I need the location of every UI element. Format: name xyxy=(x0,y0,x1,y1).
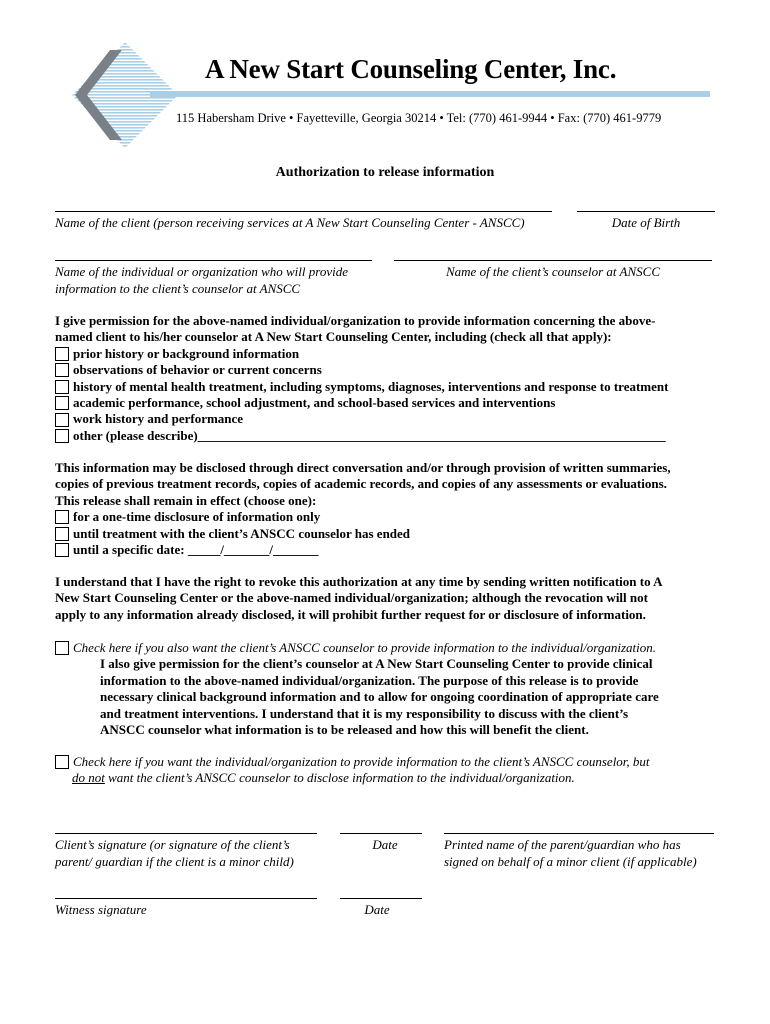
duration-option[interactable]: until treatment with the client’s ANSCC counselor has ended xyxy=(55,526,720,542)
client-signature-label-1: Client’s signature (or signature of the client’s xyxy=(55,837,290,852)
duration-option[interactable]: for a one-time disclosure of information only xyxy=(55,509,720,525)
checkbox[interactable] xyxy=(55,641,69,655)
checkbox[interactable] xyxy=(55,396,69,410)
client-name-label: Name of the client (person receiving services at A New Start Counseling Center - ANSCC) xyxy=(55,215,525,230)
checkbox[interactable] xyxy=(55,510,69,524)
option-b-section xyxy=(55,754,720,787)
permission-item[interactable]: work history and performance xyxy=(55,411,720,427)
provider-label-2: information to the client’s counselor at ANSCC xyxy=(55,281,301,296)
permission-intro-1: I give permission for the above-named individual/organization to provide information concerning the above- xyxy=(55,313,656,328)
checkbox[interactable] xyxy=(55,413,69,427)
option-a-check[interactable]: Check here if you also want the client’s ANSCC counselor to provide information to the individual/organization. xyxy=(55,640,720,656)
dob-label: Date of Birth xyxy=(611,215,681,230)
option-a-section xyxy=(55,640,720,738)
header-rule xyxy=(150,91,710,97)
provider-label-1: Name of the individual or organization who will provide xyxy=(55,264,348,279)
witness-signature-line[interactable] xyxy=(55,898,317,899)
client-signature-line[interactable] xyxy=(55,833,317,834)
org-address: 115 Habersham Drive • Fayetteville, Georgia 30214 • Tel: (770) 461-9944 • Fax: (770) 461-9779 xyxy=(176,111,662,125)
disclosure-line-1: This information may be disclosed through direct conversation and/or through provision of written summaries, xyxy=(55,460,671,475)
client-signature-label-2: parent/ guardian if the client is a minor child) xyxy=(55,854,294,869)
duration-option[interactable]: until a specific date: _____/_______/_______ xyxy=(55,542,720,558)
provider-name-line[interactable] xyxy=(55,260,372,261)
permission-item[interactable]: prior history or background information xyxy=(55,346,720,362)
option-a-line: ANSCC counselor what information is to be released and how this will benefit the client. xyxy=(100,722,589,738)
printed-name-label-1: Printed name of the parent/guardian who has xyxy=(444,837,681,852)
permission-section xyxy=(55,313,720,444)
option-a-line: I also give permission for the client’s counselor at A New Start Counseling Center to provide clinical xyxy=(100,656,653,672)
option-b-check[interactable]: Check here if you want the individual/organization to provide information to the client’s ANSCC counselor, but xyxy=(55,754,720,770)
checkbox[interactable] xyxy=(55,429,69,443)
counselor-label: Name of the client’s counselor at ANSCC xyxy=(445,264,660,279)
counselor-name-line[interactable] xyxy=(394,260,712,261)
checkbox[interactable] xyxy=(55,755,69,769)
checkbox[interactable] xyxy=(55,527,69,541)
witness-signature-label: Witness signature xyxy=(55,902,147,917)
option-a-line: information to the above-named individual/organization. The purpose of this release is to provide xyxy=(100,672,639,688)
option-b-line-2: do not want the client’s ANSCC counselor to disclose information to the individual/organization. xyxy=(72,770,575,786)
date-label-1: Date xyxy=(372,837,398,852)
disclosure-line-2: copies of previous treatment records, copies of academic records, and copies of any assessments or evaluations. xyxy=(55,476,667,492)
disclosure-section xyxy=(55,460,720,558)
permission-item[interactable]: history of mental health treatment, including symptoms, diagnoses, interventions and response to treatment xyxy=(55,379,720,395)
permission-item[interactable]: other (please describe)________________________________________________________________________ xyxy=(55,428,720,444)
checkbox[interactable] xyxy=(55,347,69,361)
permission-item[interactable]: observations of behavior or current concerns xyxy=(55,362,720,378)
org-name: A New Start Counseling Center, Inc. xyxy=(205,54,617,84)
form-title: Authorization to release information xyxy=(275,165,495,180)
option-a-line: necessary clinical background information and to allow for ongoing coordination of appropriate care xyxy=(100,689,659,705)
revoke-line-1: I understand that I have the right to revoke this authorization at any time by sending written notification to A xyxy=(55,574,663,589)
permission-item[interactable]: academic performance, school adjustment, and school-based services and interventions xyxy=(55,395,720,411)
printed-name-label-2: signed on behalf of a minor client (if applicable) xyxy=(444,854,697,869)
disclosure-line-3: This release shall remain in effect (choose one): xyxy=(55,492,317,508)
dob-line[interactable] xyxy=(577,211,715,212)
date-line-2[interactable] xyxy=(340,898,422,899)
checkbox[interactable] xyxy=(55,380,69,394)
revoke-line-3: apply to any information already disclosed, it will prohibit further request for or disclosure of information. xyxy=(55,606,646,622)
date-line-1[interactable] xyxy=(340,833,422,834)
checkbox[interactable] xyxy=(55,543,69,557)
printed-name-line[interactable] xyxy=(444,833,714,834)
date-label-2: Date xyxy=(364,902,390,917)
checkbox[interactable] xyxy=(55,363,69,377)
client-name-line[interactable] xyxy=(55,211,552,212)
option-a-line: and treatment interventions. I understand that it is my responsibility to discuss with the client’s xyxy=(100,705,629,721)
revoke-line-2: New Start Counseling Center or the above-named individual/organization; although the revocation will not xyxy=(55,590,648,606)
revoke-section xyxy=(55,574,720,623)
permission-intro-2: named client to his/her counselor at A New Start Counseling Center, including (check all that apply): xyxy=(55,329,612,345)
